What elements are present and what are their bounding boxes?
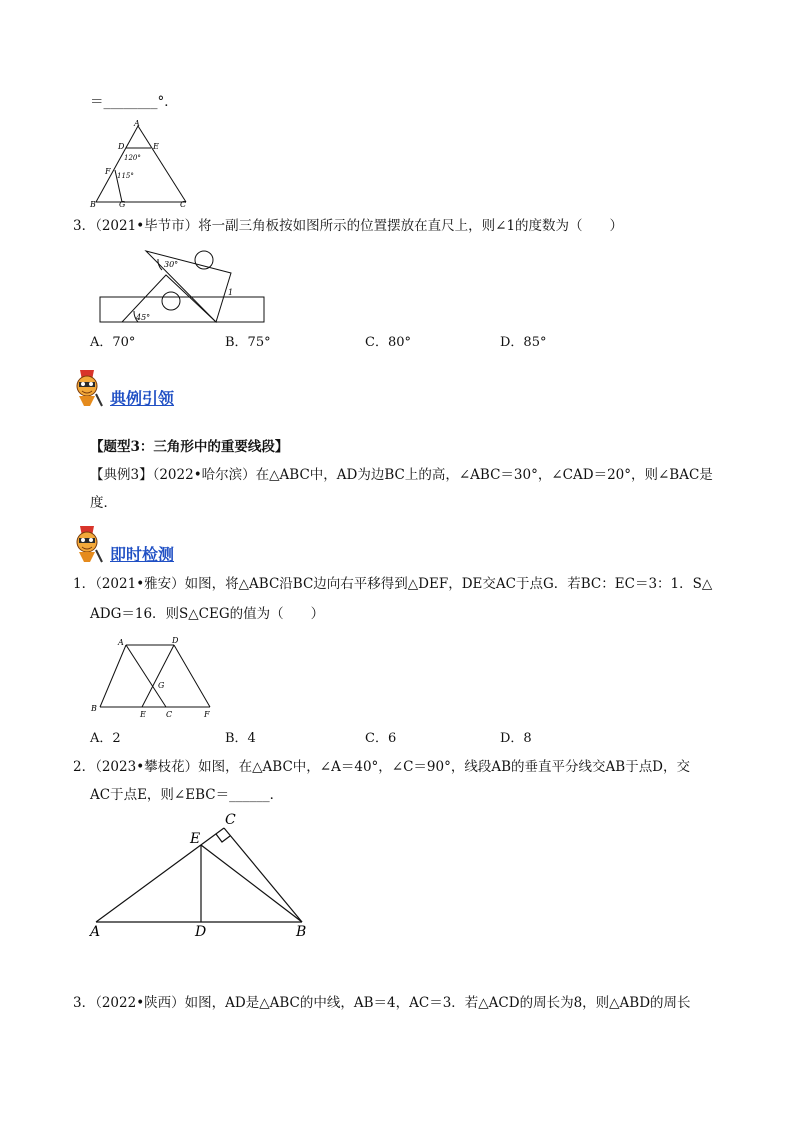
- p1-option-b: B．4: [225, 731, 256, 746]
- figure-translated-triangles: [88, 633, 218, 723]
- fig2-label-45: 45°: [136, 313, 151, 322]
- fig1-label-115: 115°: [117, 172, 134, 180]
- q3-option-d: D．85°: [500, 335, 547, 350]
- fig4-label-A: A: [90, 924, 101, 940]
- fig2-label-1: 1: [228, 288, 234, 297]
- figure-right-triangle-bisector: [86, 808, 316, 943]
- fig3-label-B: B: [91, 704, 97, 713]
- fig1-label-G: G: [119, 200, 126, 208]
- figure-ruler-set-squares: [96, 245, 271, 327]
- problem-2-line-2: AC于点E，则∠EBC＝______．: [90, 787, 284, 803]
- fig1-label-B: B: [90, 200, 96, 208]
- fig1-label-C: C: [180, 200, 187, 208]
- fig4-label-C: C: [225, 812, 236, 828]
- p1-option-a: A．2: [90, 731, 121, 746]
- q3-option-c: C．80°: [365, 335, 411, 350]
- fig4-label-B: B: [296, 924, 307, 940]
- fig1-label-F: F: [105, 167, 111, 176]
- figure-triangle-angles: [88, 118, 198, 208]
- fig4-label-E: E: [190, 831, 201, 847]
- fig1-label-120: 120°: [124, 154, 141, 162]
- pencil-mascot-icon: [70, 366, 104, 408]
- fig3-label-E: E: [140, 710, 146, 719]
- previous-question-tail: ＝________°．: [90, 94, 178, 110]
- fig1-label-A: A: [134, 119, 140, 128]
- p1-option-d: D．8: [500, 731, 532, 746]
- p1-option-c: C．6: [365, 731, 397, 746]
- fig4-label-D: D: [195, 924, 207, 940]
- problem-3-line-1: 3．（2022•陕西）如图，AD是△ABC的中线，AB＝4，AC＝3．若△ACD的周长为8，则△ABD的周长: [73, 995, 691, 1011]
- example-3-line-2: 度．: [90, 495, 117, 511]
- q3-option-a: A．70°: [90, 335, 136, 350]
- problem-2-line-1: 2．（2023•攀枝花）如图，在△ABC中，∠A＝40°，∠C＝90°，线段AB的垂直平分线交AB于点D，交: [73, 759, 691, 775]
- fig3-label-A: A: [118, 638, 124, 647]
- fig1-label-E: E: [153, 142, 159, 151]
- section-header-examples: 典例引领: [110, 389, 175, 408]
- question-3-text: 3．（2021•毕节市）将一副三角板按如图所示的位置摆放在直尺上，则∠1的度数为（ ）: [73, 218, 624, 234]
- fig3-label-C: C: [166, 710, 173, 719]
- fig1-label-D: D: [118, 142, 125, 151]
- problem-1-line-1: 1．（2021•雅安）如图，将△ABC沿BC边向右平移得到△DEF，DE交AC于点G．若BC：EC＝3：1．S△: [73, 576, 713, 592]
- example-3-line-1: 【典例3】（2022•哈尔滨）在△ABC中，AD为边BC上的高，∠ABC＝30°，∠CAD＝20°，则∠BAC是: [90, 467, 713, 483]
- q3-option-b: B．75°: [225, 335, 271, 350]
- pencil-mascot-icon-2: [70, 522, 104, 564]
- fig3-label-D: D: [172, 636, 179, 645]
- fig2-label-30: 30°: [164, 260, 179, 269]
- section-header-quick-check: 即时检测: [110, 545, 175, 564]
- fig3-label-F: F: [204, 710, 210, 719]
- problem-1-line-2: ADG＝16．则S△CEG的值为（ ）: [90, 606, 325, 622]
- type-3-heading: 【题型3：三角形中的重要线段】: [90, 439, 289, 455]
- fig3-label-G: G: [158, 681, 165, 690]
